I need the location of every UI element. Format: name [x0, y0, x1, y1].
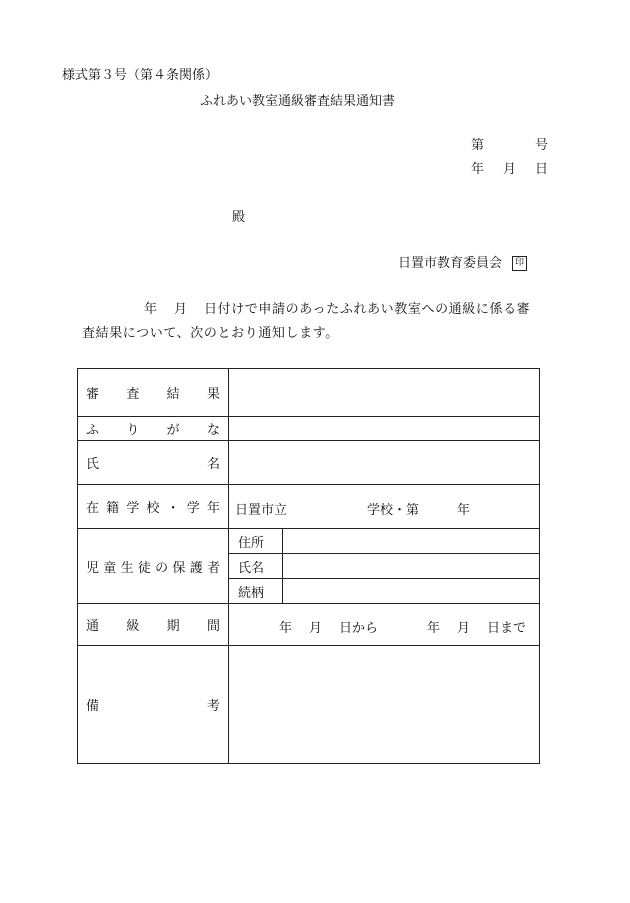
remarks-value-cell[interactable] [229, 646, 540, 764]
period-to-tsuki: 月 [457, 620, 471, 636]
date-tsuki: 月 [503, 162, 517, 177]
body-nen: 年 [144, 302, 158, 317]
school-suffix: 年 [457, 502, 471, 518]
period-from-tsuki: 月 [309, 620, 323, 636]
guardian-subtable [229, 529, 539, 603]
period-to-hi: 日まで [487, 620, 527, 636]
school-label-cell [78, 485, 229, 529]
issuer [398, 256, 527, 272]
guardian-relation-input[interactable] [283, 579, 540, 604]
table-row [78, 441, 540, 485]
result-label-cell [78, 369, 229, 417]
table-row [78, 369, 540, 417]
guardian-name-input[interactable] [283, 554, 540, 579]
school-value-cell[interactable] [229, 485, 540, 529]
furigana-value-cell[interactable] [229, 417, 540, 441]
table-row [229, 554, 539, 579]
table-row [229, 529, 539, 554]
guardian-value-cell [229, 529, 540, 604]
table-row [78, 417, 540, 441]
period-from-nen: 年 [279, 620, 293, 636]
body-line2: 査結果について、次のとおり通知します。 [82, 326, 339, 341]
result-value-cell[interactable] [229, 369, 540, 417]
form-number: 様式第３号（第４条関係） [62, 68, 219, 83]
date-nen: 年 [471, 162, 485, 177]
furigana-label: ふ り が な [86, 423, 220, 438]
guardian-label: 児 童 生 徒 の 保 護 者 [86, 560, 220, 576]
guardian-name-label: 氏名 [229, 554, 283, 579]
school-prefix: 日置市立 [235, 502, 288, 518]
seal-mark: 印 [512, 256, 527, 271]
furigana-label-cell [78, 417, 229, 441]
period-label-cell [78, 604, 229, 646]
period-to-nen: 年 [427, 620, 441, 636]
guardian-address-label: 住所 [229, 529, 283, 554]
table-row [78, 646, 540, 764]
guardian-label-cell [78, 529, 229, 604]
addressee-suffix: 殿 [232, 210, 246, 225]
table-row [229, 579, 539, 604]
body-line1: 日付けで申請のあったふれあい教室への通級に係る審 [204, 302, 531, 317]
body-tsuki: 月 [174, 302, 188, 317]
result-table [77, 368, 540, 764]
date-hi: 日 [535, 162, 549, 177]
doc-number-go: 号 [535, 138, 549, 153]
table-row [78, 529, 540, 604]
name-value-cell[interactable] [229, 441, 540, 485]
name-label: 氏 名 [86, 457, 220, 472]
school-label: 在 籍 学 校 ・ 学 年 [86, 501, 220, 516]
table-row [78, 485, 540, 529]
guardian-address-input[interactable] [283, 529, 540, 554]
school-mid: 学校・第 [367, 502, 420, 518]
doc-number-dai: 第 [471, 138, 485, 153]
guardian-relation-label: 続柄 [229, 579, 283, 604]
issuer-name: 日置市教育委員会 [398, 256, 503, 271]
period-value-cell[interactable] [229, 604, 540, 646]
table-row [78, 604, 540, 646]
name-label-cell [78, 441, 229, 485]
period-from-hi: 日から [339, 620, 379, 636]
remarks-label: 備 考 [86, 699, 220, 714]
document-title: ふれあい教室通級審査結果通知書 [200, 94, 396, 109]
period-label: 通 級 期 間 [86, 619, 220, 634]
result-label: 審 査 結 果 [86, 387, 220, 402]
remarks-label-cell [78, 646, 229, 764]
